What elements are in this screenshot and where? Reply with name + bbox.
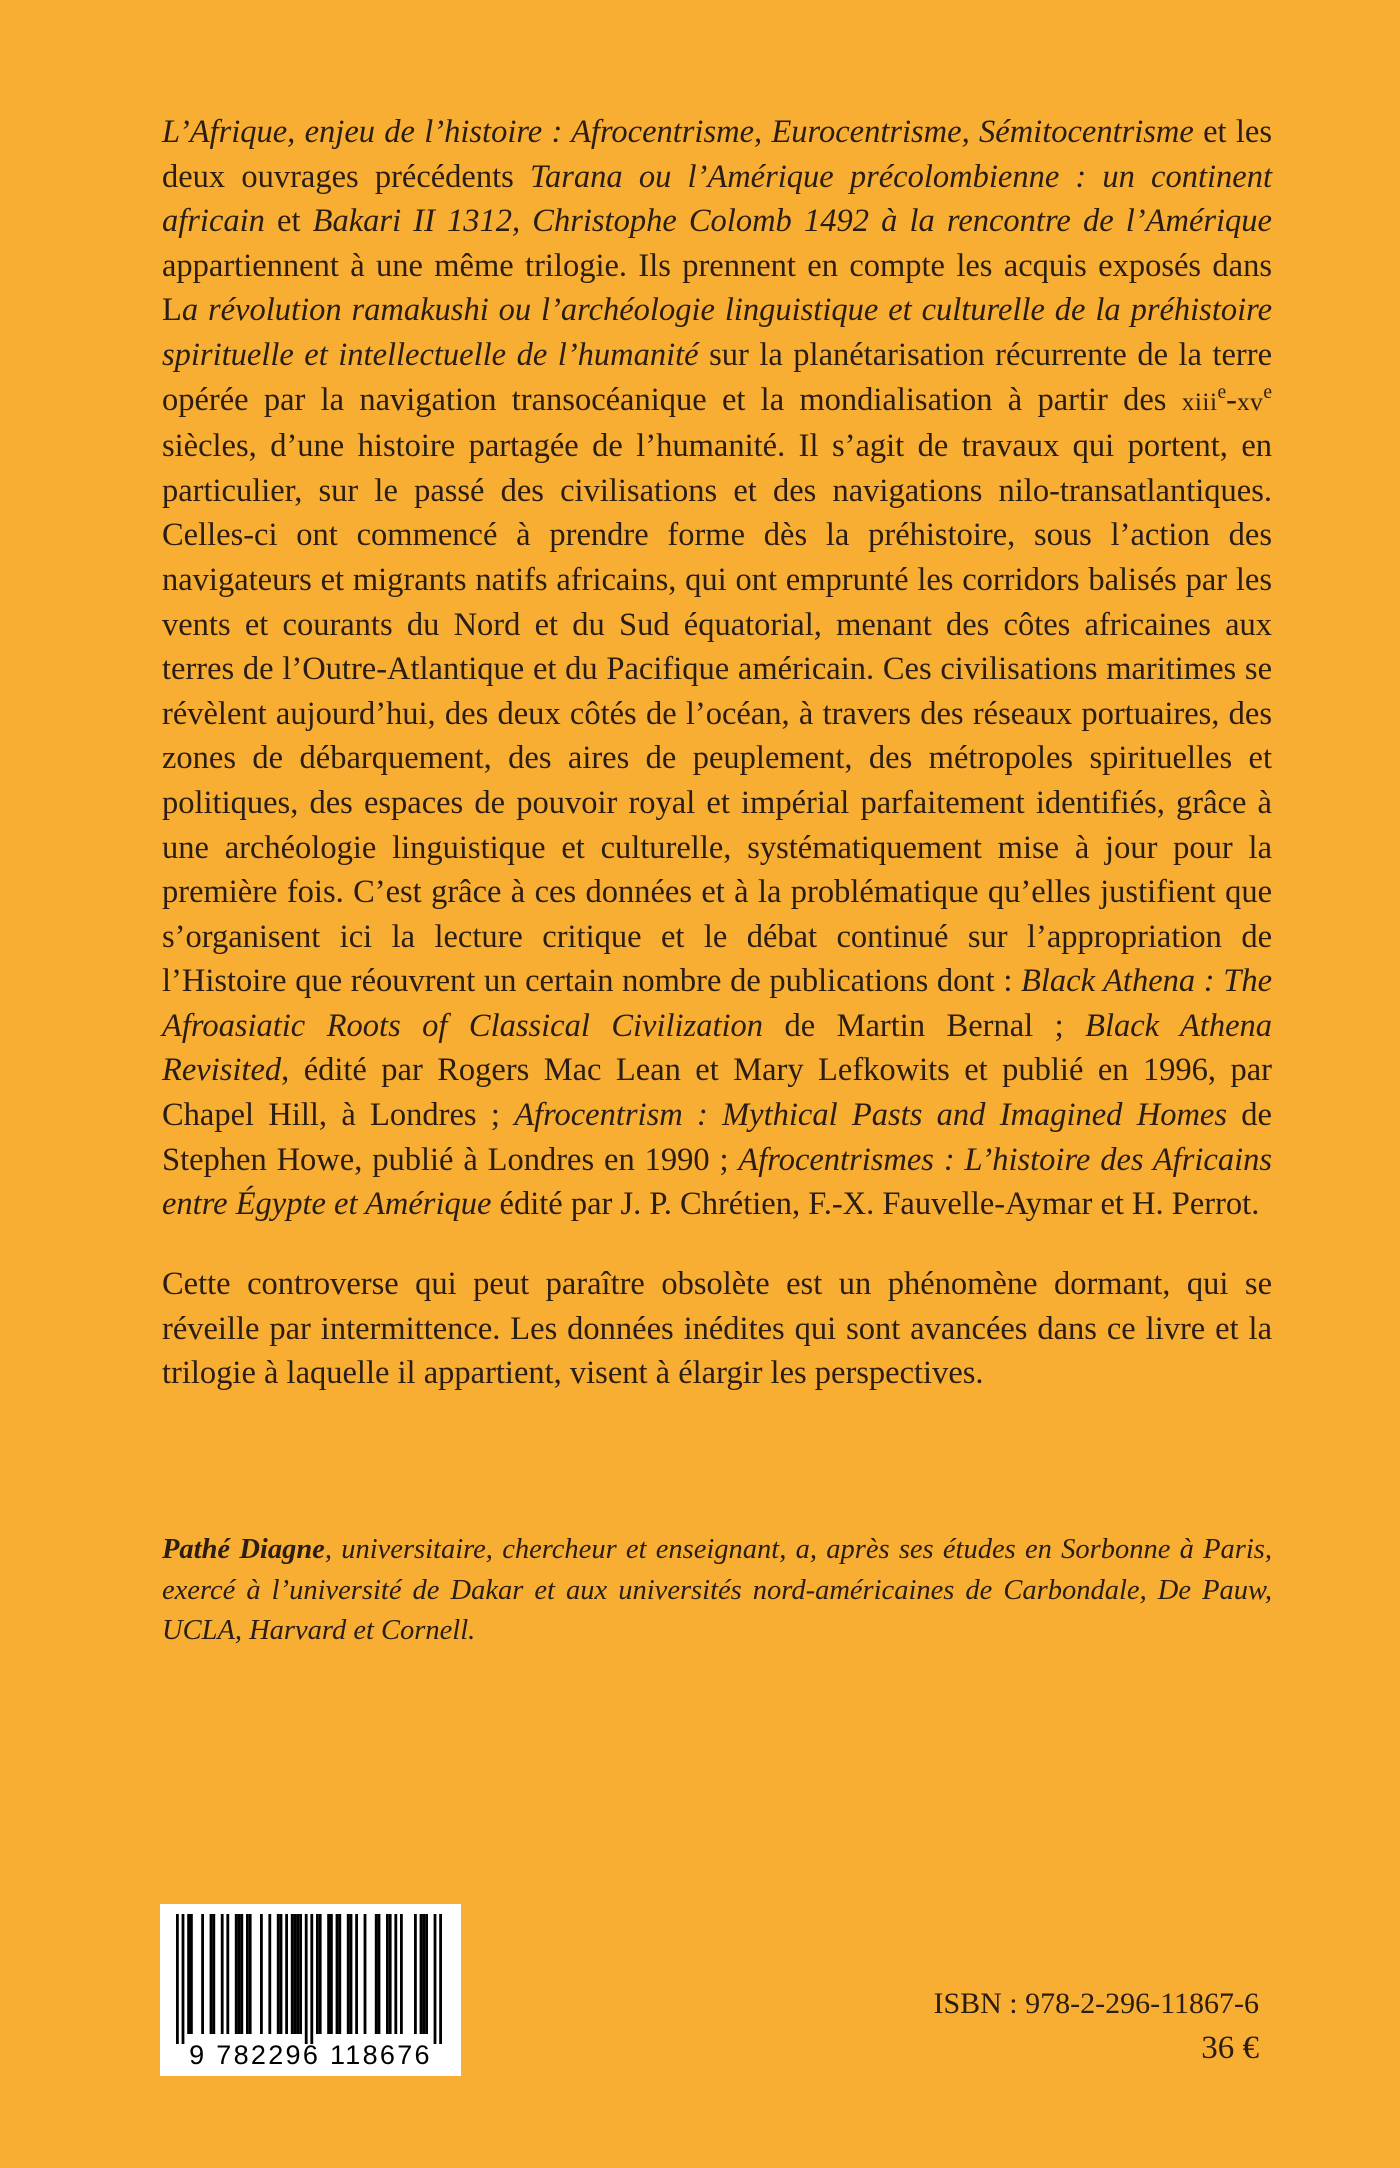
barcode-bar (296, 1914, 299, 2034)
barcode-bar (187, 1914, 190, 2034)
barcode-bar (235, 1914, 238, 2034)
barcode-bar (425, 1914, 428, 2034)
description-paragraph-2-block (162, 1262, 1272, 1396)
barcode-bar (420, 1914, 423, 2034)
author-bio (162, 1530, 1272, 1652)
barcode-bar (389, 1914, 392, 2034)
barcode-bar (434, 1914, 437, 2044)
title-afrocentrism: Afrocentrism : Mythical Pasts and Imagined Homes (514, 1097, 1227, 1134)
barcode-bar (439, 1914, 442, 2044)
title-black-athena: Black Athena : The Afroasiatic Roots of Classical Civilization (162, 963, 1272, 1044)
main-description (162, 110, 1272, 1227)
title-tarana: Tarana ou l’Amérique précolombienne : un continent africain (162, 158, 1272, 240)
author-name: Pathé Diagne (162, 1534, 325, 1565)
barcode-bar (316, 1914, 319, 2034)
barcode-bar (305, 1914, 308, 2044)
barcode-bar (394, 1914, 397, 2034)
barcode-digits: 9 782296 118676 (189, 2040, 432, 2070)
barcode-bar (347, 1914, 350, 2034)
price: 36 € (1201, 2030, 1259, 2066)
title-current-book: L’Afrique, enjeu de l’histoire : Afrocentrisme, Eurocentrisme, Sémitocentrisme (162, 114, 1194, 150)
barcode-bar (378, 1914, 381, 2034)
barcode-bar (260, 1914, 263, 2034)
barcode-bar (400, 1914, 403, 2034)
barcode-bar (336, 1914, 339, 2034)
barcode-bar (182, 1914, 185, 2044)
barcode-bar (285, 1914, 288, 2034)
barcode-bar (268, 1914, 271, 2034)
barcode-bar (330, 1914, 333, 2034)
title-revolution-ramakushi: a révolution ramakushi ou l’archéologie linguistique et culturelle de la préhistoire spirituelle et intellectuelle de l’humanité (162, 292, 1272, 373)
barcode-bar (240, 1914, 243, 2034)
author-bio-text: , universitaire, chercheur et enseignant, a, après ses études en Sorbonne à Paris, exercé à l’université de Dakar et aux universités nord-américaines de Carbondale, De Pauw, UCLA, Harvard et Cornell. (162, 1534, 1273, 1646)
barcode-bar (201, 1914, 204, 2034)
description-paragraph-2: Cette controverse qui peut paraître obsolète est un phénomène dormant, qui se réveille par intermittence. Les données inédites qui sont avancées dans ce livre et la trilogie à laquelle il appartient, visent à élargir les perspectives. (162, 1266, 1272, 1392)
barcode-bar (299, 1914, 302, 2034)
barcode-bar (338, 1914, 341, 2034)
isbn: ISBN : 978-2-296-11867-6 (933, 1987, 1259, 2020)
barcode-bar (294, 1914, 297, 2034)
barcode-bar (364, 1914, 367, 2034)
barcode-bar (226, 1914, 229, 2034)
barcode-bar (414, 1914, 417, 2034)
barcode-bar (238, 1914, 241, 2034)
title-afrocentrismes: Afrocentrismes : L’histoire des Africains entre Égypte et Amérique (162, 1141, 1272, 1223)
barcode-bar (386, 1914, 389, 2034)
barcode-bar (246, 1914, 249, 2034)
barcode-bar (355, 1914, 358, 2034)
barcode-bar (422, 1914, 425, 2034)
title-bakari: Bakari II 1312, Christophe Colomb 1492 à la rencontre de l’Amérique (312, 203, 1272, 240)
barcode-bar (210, 1914, 213, 2034)
barcode (160, 1904, 461, 2076)
description-paragraph-1: L’Afrique, enjeu de l’histoire : Afrocentrisme, Eurocentrisme, Sémitocentrisme et les deux ouvrages précédents Tarana ou l’Amérique précolombienne : un continent africain et Bakari II 1312, Christophe Colomb 1492 à la rencontre de l’Amérique appartiennent à une même trilogie. Ils prennent en compte les acquis exposés dans La révolution ramakushi ou l’archéologie linguistique et culturelle de la préhistoire spirituelle et intellectuelle de l’humanité sur la planétarisation récurrente de la terre opérée par la navigation transocéanique et la mondialisation à partir des $xiii^e-xv^e$ siècles, d’une histoire partagée de l’humanité. Il s’agit de travaux qui portent, en particulier, sur le passé des civilisations et des navigations nilo-transatlantiques. Celles-ci ont commencé à prendre forme dès la préhistoire, sous l’action des navigateurs et migrants natifs africains, qui ont emprunté les corridors balisés par les vents et courants du Nord et du Sud équatorial, menant des côtes africaines aux terres de l’Outre-Atlantique et du Pacifique américain. Ces civilisations maritimes se révèlent aujourd’hui, des deux côtés de l’océan, à travers des réseaux portuaires, des zones de débarquement, des aires de peuplement, des métropoles spirituelles et politiques, des espaces de pouvoir royal et impérial parfaitement identifiés, grâce à une archéologie linguistique et culturelle, systématiquement mise à jour pour la première fois. C’est grâce à ces données et à la problématique qu’elles justifient que s’organisent ici la lecture critique et le débat continué sur l’appropriation de l’Histoire que réouvrent un certain nombre de publications dont : Black Athena : The Afroasiatic Roots of Classical Civilization de Martin Bernal ; Black Athena Revisited, édité par Rogers Mac Lean et Mary Lefkowits et publié en 1996, par Chapel Hill, à Londres ; Afrocentrism : Mythical Pasts and Imagined Homes de Stephen Howe, publié à Londres en 1990 ; Afrocentrismes : L’histoire des Africains entre Égypte et Amérique édité par J. P. Chrétien, F.-X. Fauvelle-Aymar et H. Perrot. (162, 114, 1272, 1223)
barcode-bar (277, 1914, 280, 2034)
barcode-bar (221, 1914, 224, 2034)
barcode-bar (319, 1914, 322, 2034)
barcode-bar (249, 1914, 252, 2034)
barcode-bar (280, 1914, 283, 2034)
barcode-bar (310, 1914, 313, 2044)
barcode-bar (212, 1914, 215, 2034)
barcode-bar (291, 1914, 294, 2034)
barcode-bar (190, 1914, 193, 2034)
barcode-bar (176, 1914, 179, 2044)
barcode-bar (350, 1914, 353, 2034)
barcode-bar (327, 1914, 330, 2034)
barcode-bar (375, 1914, 378, 2034)
title-black-athena-revisited: Black Athena Revisited (162, 1007, 1272, 1089)
